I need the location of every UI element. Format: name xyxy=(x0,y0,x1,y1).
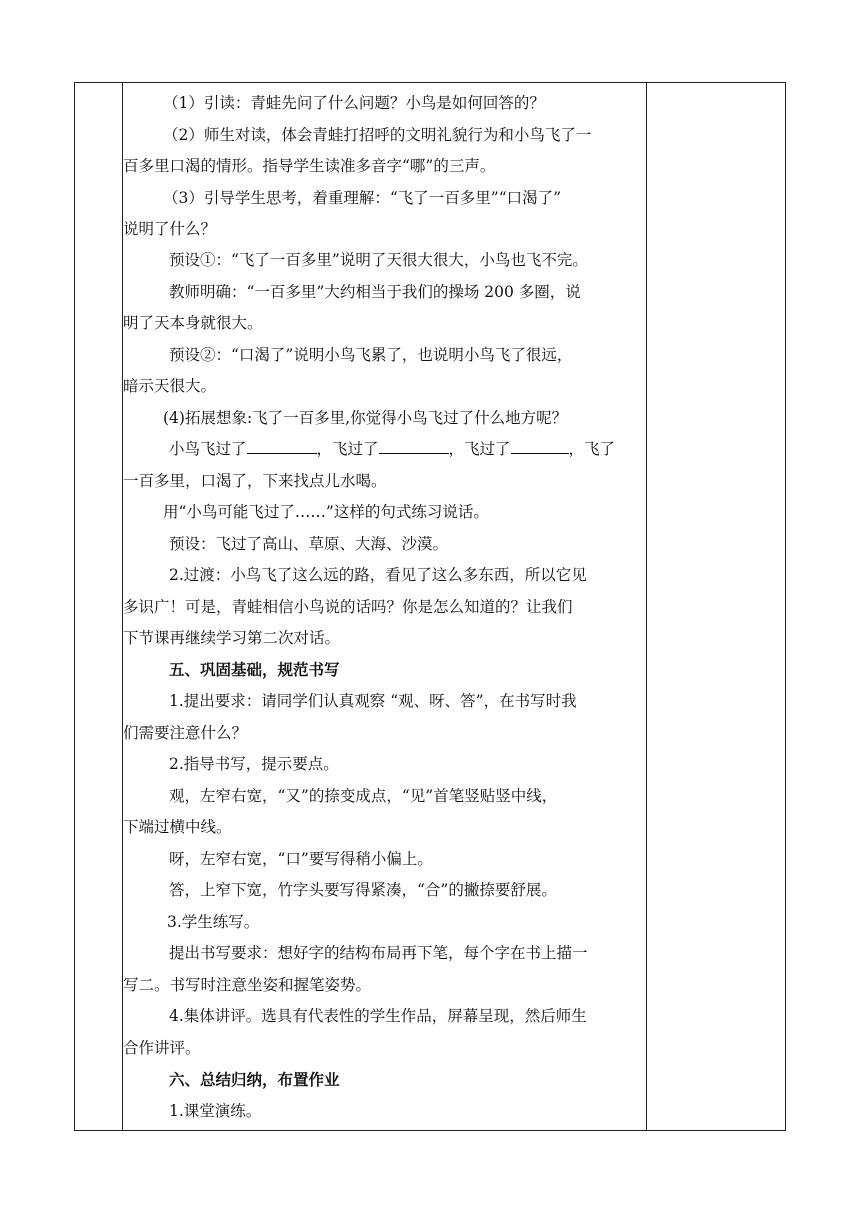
fill-blank-text: ，飞过了 xyxy=(316,440,379,458)
text-line: 一百多里，口渴了，下来找点儿水喝。 xyxy=(123,472,387,490)
text-line: 答，上窄下宽，竹字头要写得紧凑，“合”的撇捺要舒展。 xyxy=(169,881,557,899)
text-line: (4)拓展想象:飞了一百多里,你觉得小鸟飞过了什么地方呢？ xyxy=(163,409,568,427)
section-heading: 六、总结归纳，布置作业 xyxy=(169,1070,340,1089)
fill-blank-text: 小鸟飞过了 xyxy=(169,440,247,458)
text-line: 2.指导书写，提示要点。 xyxy=(169,755,339,773)
text-line: （2）师生对读，体会青蛙打招呼的文明礼貌行为和小鸟飞了一 xyxy=(163,126,592,144)
text-line: 下端过横中线。 xyxy=(123,818,232,836)
text-line: 2.过渡：小鸟飞了这么远的路，看见了这么多东西，所以它见 xyxy=(169,566,587,584)
text-line: 预设：飞过了高山、草原、大海、沙漠。 xyxy=(169,535,449,553)
text-line: 下节课再继续学习第二次对话。 xyxy=(123,629,341,647)
text-line: 3.学生练写。 xyxy=(167,913,260,931)
text-line: 教师明确：“一百多里”大约相当于我们的操场 200 多圈，说 xyxy=(169,283,581,301)
text-line: 1.提出要求：请同学们认真观察 “观、呀、答”，在书写时我 xyxy=(169,692,577,710)
text-line: 多识广！可是，青蛙相信小鸟说的话吗？你是怎么知道的？让我们 xyxy=(123,598,573,616)
text-line: 呀，左窄右宽，“口”要写得稍小偏上。 xyxy=(169,850,433,868)
text-line: 说明了什么？ xyxy=(123,220,217,238)
text-line: 写二。书写时注意坐姿和握笔姿势。 xyxy=(123,976,372,994)
fill-blank-text: ，飞了 xyxy=(568,440,616,458)
text-line: 提出书写要求：想好字的结构布局再下笔，每个字在书上描一 xyxy=(169,944,588,962)
section-heading: 五、巩固基础，规范书写 xyxy=(169,660,340,679)
text-line: （1）引读：青蛙先问了什么问题？小鸟是如何回答的？ xyxy=(163,94,545,112)
blank-underline xyxy=(379,439,449,454)
text-line: （3）引导学生思考，着重理解：“飞了一百多里”“口渴了” xyxy=(163,189,562,207)
text-line: 预设①：“飞了一百多里”说明了天很大很大，小鸟也飞不完。 xyxy=(169,251,588,269)
text-line: 观，左窄右宽，“又”的捺变成点，“见”首笔竖贴竖中线， xyxy=(169,787,558,805)
blank-underline xyxy=(511,439,569,454)
text-line: 暗示天很大。 xyxy=(123,377,217,395)
text-line: 们需要注意什么？ xyxy=(123,724,248,742)
text-line: 百多里口渴的情形。指导学生读准多音字“哪”的三声。 xyxy=(123,157,496,175)
text-line: 4.集体讲评。选具有代表性的学生作品，屏幕呈现，然后师生 xyxy=(169,1007,587,1025)
text-line: 合作讲评。 xyxy=(123,1039,201,1057)
text-line: 1.课堂演练。 xyxy=(169,1102,262,1120)
blank-underline xyxy=(247,439,317,454)
text-line: 明了天本身就很大。 xyxy=(123,314,263,332)
text-line: 预设②：“口渴了”说明小鸟飞累了，也说明小鸟飞了很远， xyxy=(169,346,573,364)
lesson-table xyxy=(74,82,786,1131)
column-divider-right xyxy=(646,83,647,1130)
fill-blank-text: ，飞过了 xyxy=(448,440,511,458)
fill-blank-line xyxy=(123,439,692,459)
text-line: 用“小鸟可能飞过了……”这样的句式练习说话。 xyxy=(163,503,489,521)
